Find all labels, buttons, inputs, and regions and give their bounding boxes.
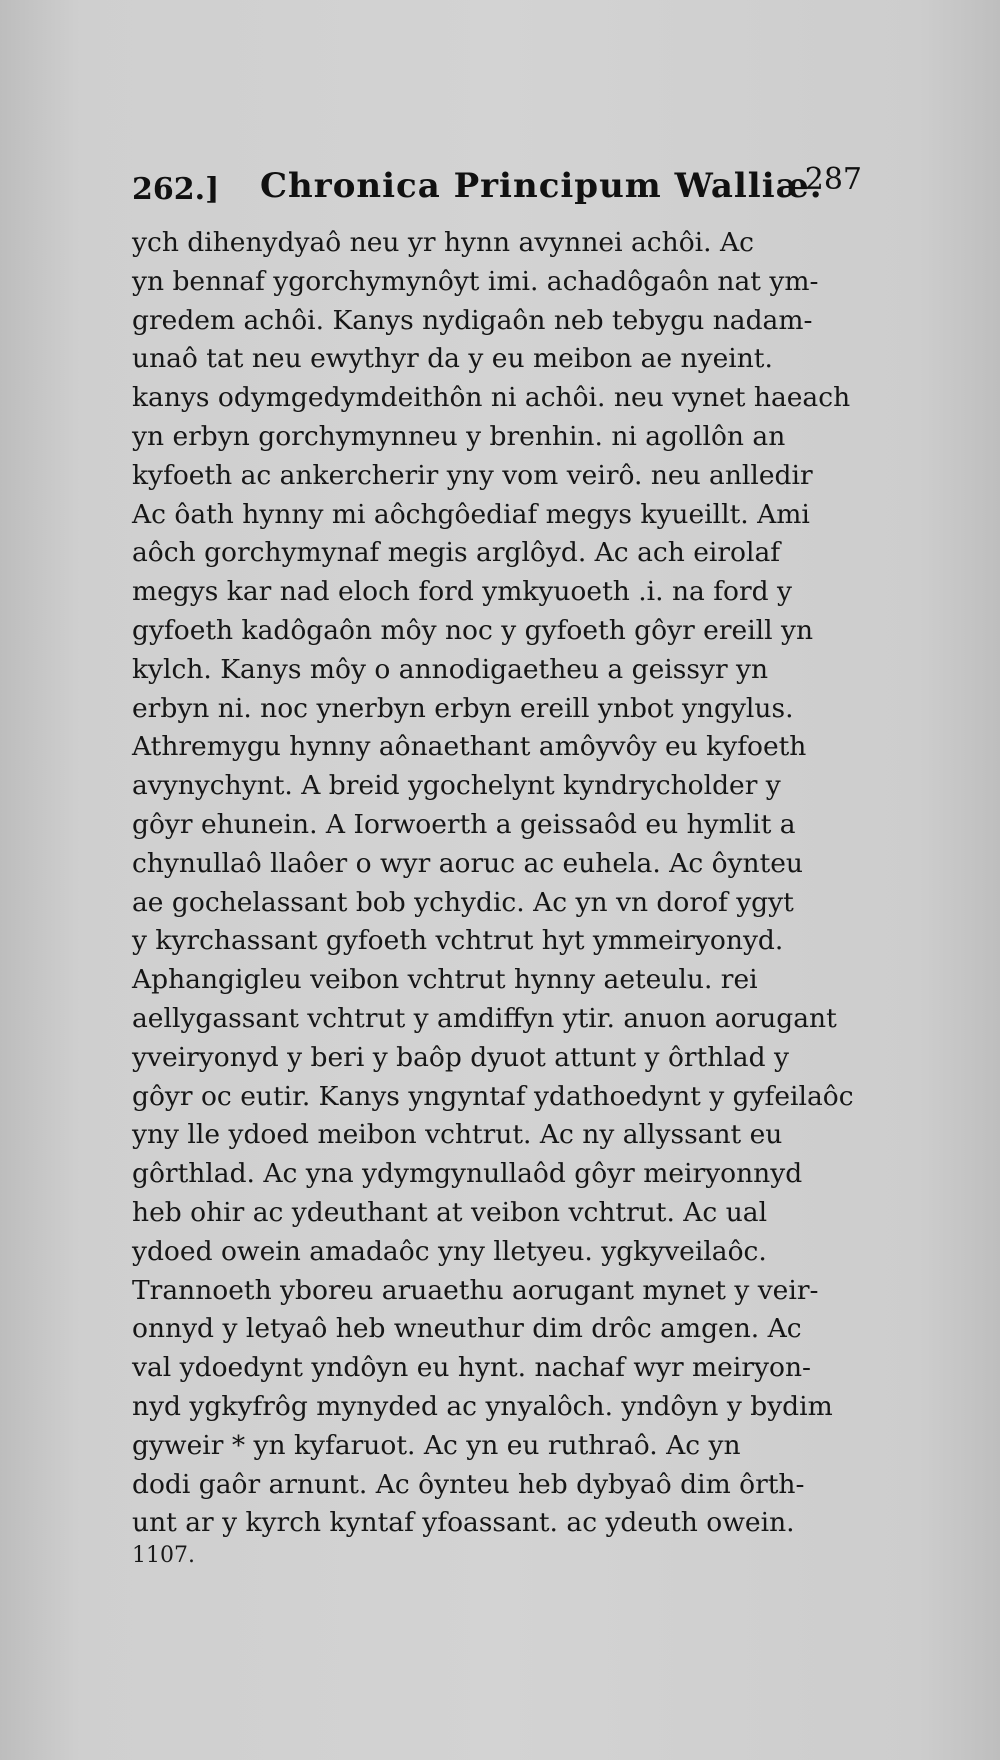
text-line: unaô tat neu ewythyr da y eu meibon ae nyeint.	[132, 343, 773, 375]
text-line: Aphangigleu veibon vchtrut hynny aeteulu. rei	[132, 964, 758, 996]
text-line: chynullaô llaôer o wyr aoruc ac euhela. Ac ôynteu	[132, 847, 803, 879]
text-line: yn bennaf ygorchymynôyt imi. achadôgaôn nat ym-	[132, 265, 819, 297]
text-line: ych dihenydyaô neu yr hynn avynnei achôi. Ac	[132, 227, 754, 258]
text-line: nyd ygkyfrôg mynyded ac ynyalôch. yndôyn y bydim	[132, 1390, 833, 1422]
text-line: yny lle ydoed meibon vchtrut. Ac ny allyssant eu	[132, 1119, 783, 1151]
text-line: gredem achôi. Kanys nydigaôn neb tebygu nadam-	[132, 304, 813, 336]
text-line: aôch gorchymynaf megis arglôyd. Ac ach eirolaf	[132, 537, 781, 569]
text-line: heb ohir ac ydeuthant at veibon vchtrut. Ac ual	[132, 1196, 768, 1228]
chapter-reference: 262.]	[132, 172, 220, 207]
text-line: gôyr oc eutir. Kanys yngyntaf ydathoedynt y gyfeilaôc	[132, 1080, 854, 1112]
running-title: Chronica Principum Walliæ.	[260, 166, 823, 206]
text-line: gyweir * yn kyfaruot. Ac yn eu ruthraô. Ac yn	[132, 1429, 741, 1461]
text-line: onnyd y letyaô heb wneuthur dim drôc amgen. Ac	[132, 1313, 802, 1345]
text-line: ydoed owein amadaôc yny lletyeu. ygkyveilaôc.	[132, 1235, 767, 1267]
running-header	[132, 152, 862, 212]
text-line: ae gochelassant bob ychydic. Ac yn vn dorof ygyt	[132, 886, 794, 918]
text-line: unt ar y kyrch kyntaf yfoassant. ac ydeuth owein.	[132, 1507, 795, 1539]
text-line: avynychynt. A breid ygochelynt kyndrycholder y	[132, 770, 781, 802]
body-text	[132, 224, 872, 1543]
signature-mark: 1107.	[132, 1543, 195, 1568]
text-line: Trannoeth yboreu aruaethu aorugant mynet y veir-	[132, 1274, 819, 1306]
text-line: aellygassant vchtrut y amdiffyn ytir. anuon aorugant	[132, 1002, 837, 1034]
text-line: yveiryonyd y beri y baôp dyuot attunt y ôrthlad y	[132, 1041, 789, 1073]
text-line: yn erbyn gorchymynneu y brenhin. ni agollôn an	[132, 420, 786, 452]
text-line: val ydoedynt yndôyn eu hynt. nachaf wyr meiryon-	[132, 1352, 811, 1384]
text-line: kanys odymgedymdeithôn ni achôi. neu vynet haeach	[132, 382, 851, 414]
text-line: megys kar nad eloch ford ymkyuoeth .i. na ford y	[132, 576, 793, 608]
text-line: gôrthlad. Ac yna ydymgynullaôd gôyr meiryonnyd	[132, 1158, 803, 1190]
text-line: Ac ôath hynny mi aôchgôediaf megys kyueillt. Ami	[132, 498, 810, 530]
text-line: Athremygu hynny aônaethant amôyvôy eu kyfoeth	[132, 731, 807, 763]
text-line: gyfoeth kadôgaôn môy noc y gyfoeth gôyr ereill yn	[132, 614, 814, 646]
text-line: y kyrchassant gyfoeth vchtrut hyt ymmeiryonyd.	[132, 925, 784, 957]
text-line: erbyn ni. noc ynerbyn erbyn ereill ynbot yngylus.	[132, 692, 794, 724]
text-line: dodi gaôr arnunt. Ac ôynteu heb dybyaô dim ôrth-	[132, 1468, 805, 1500]
page-number: 287	[804, 162, 862, 197]
text-line: kylch. Kanys môy o annodigaetheu a geissyr yn	[132, 653, 769, 685]
text-line: kyfoeth ac ankercherir yny vom veirô. neu anlledir	[132, 459, 813, 491]
text-line: gôyr ehunein. A Iorwoerth a geissaôd eu hymlit a	[132, 808, 796, 840]
